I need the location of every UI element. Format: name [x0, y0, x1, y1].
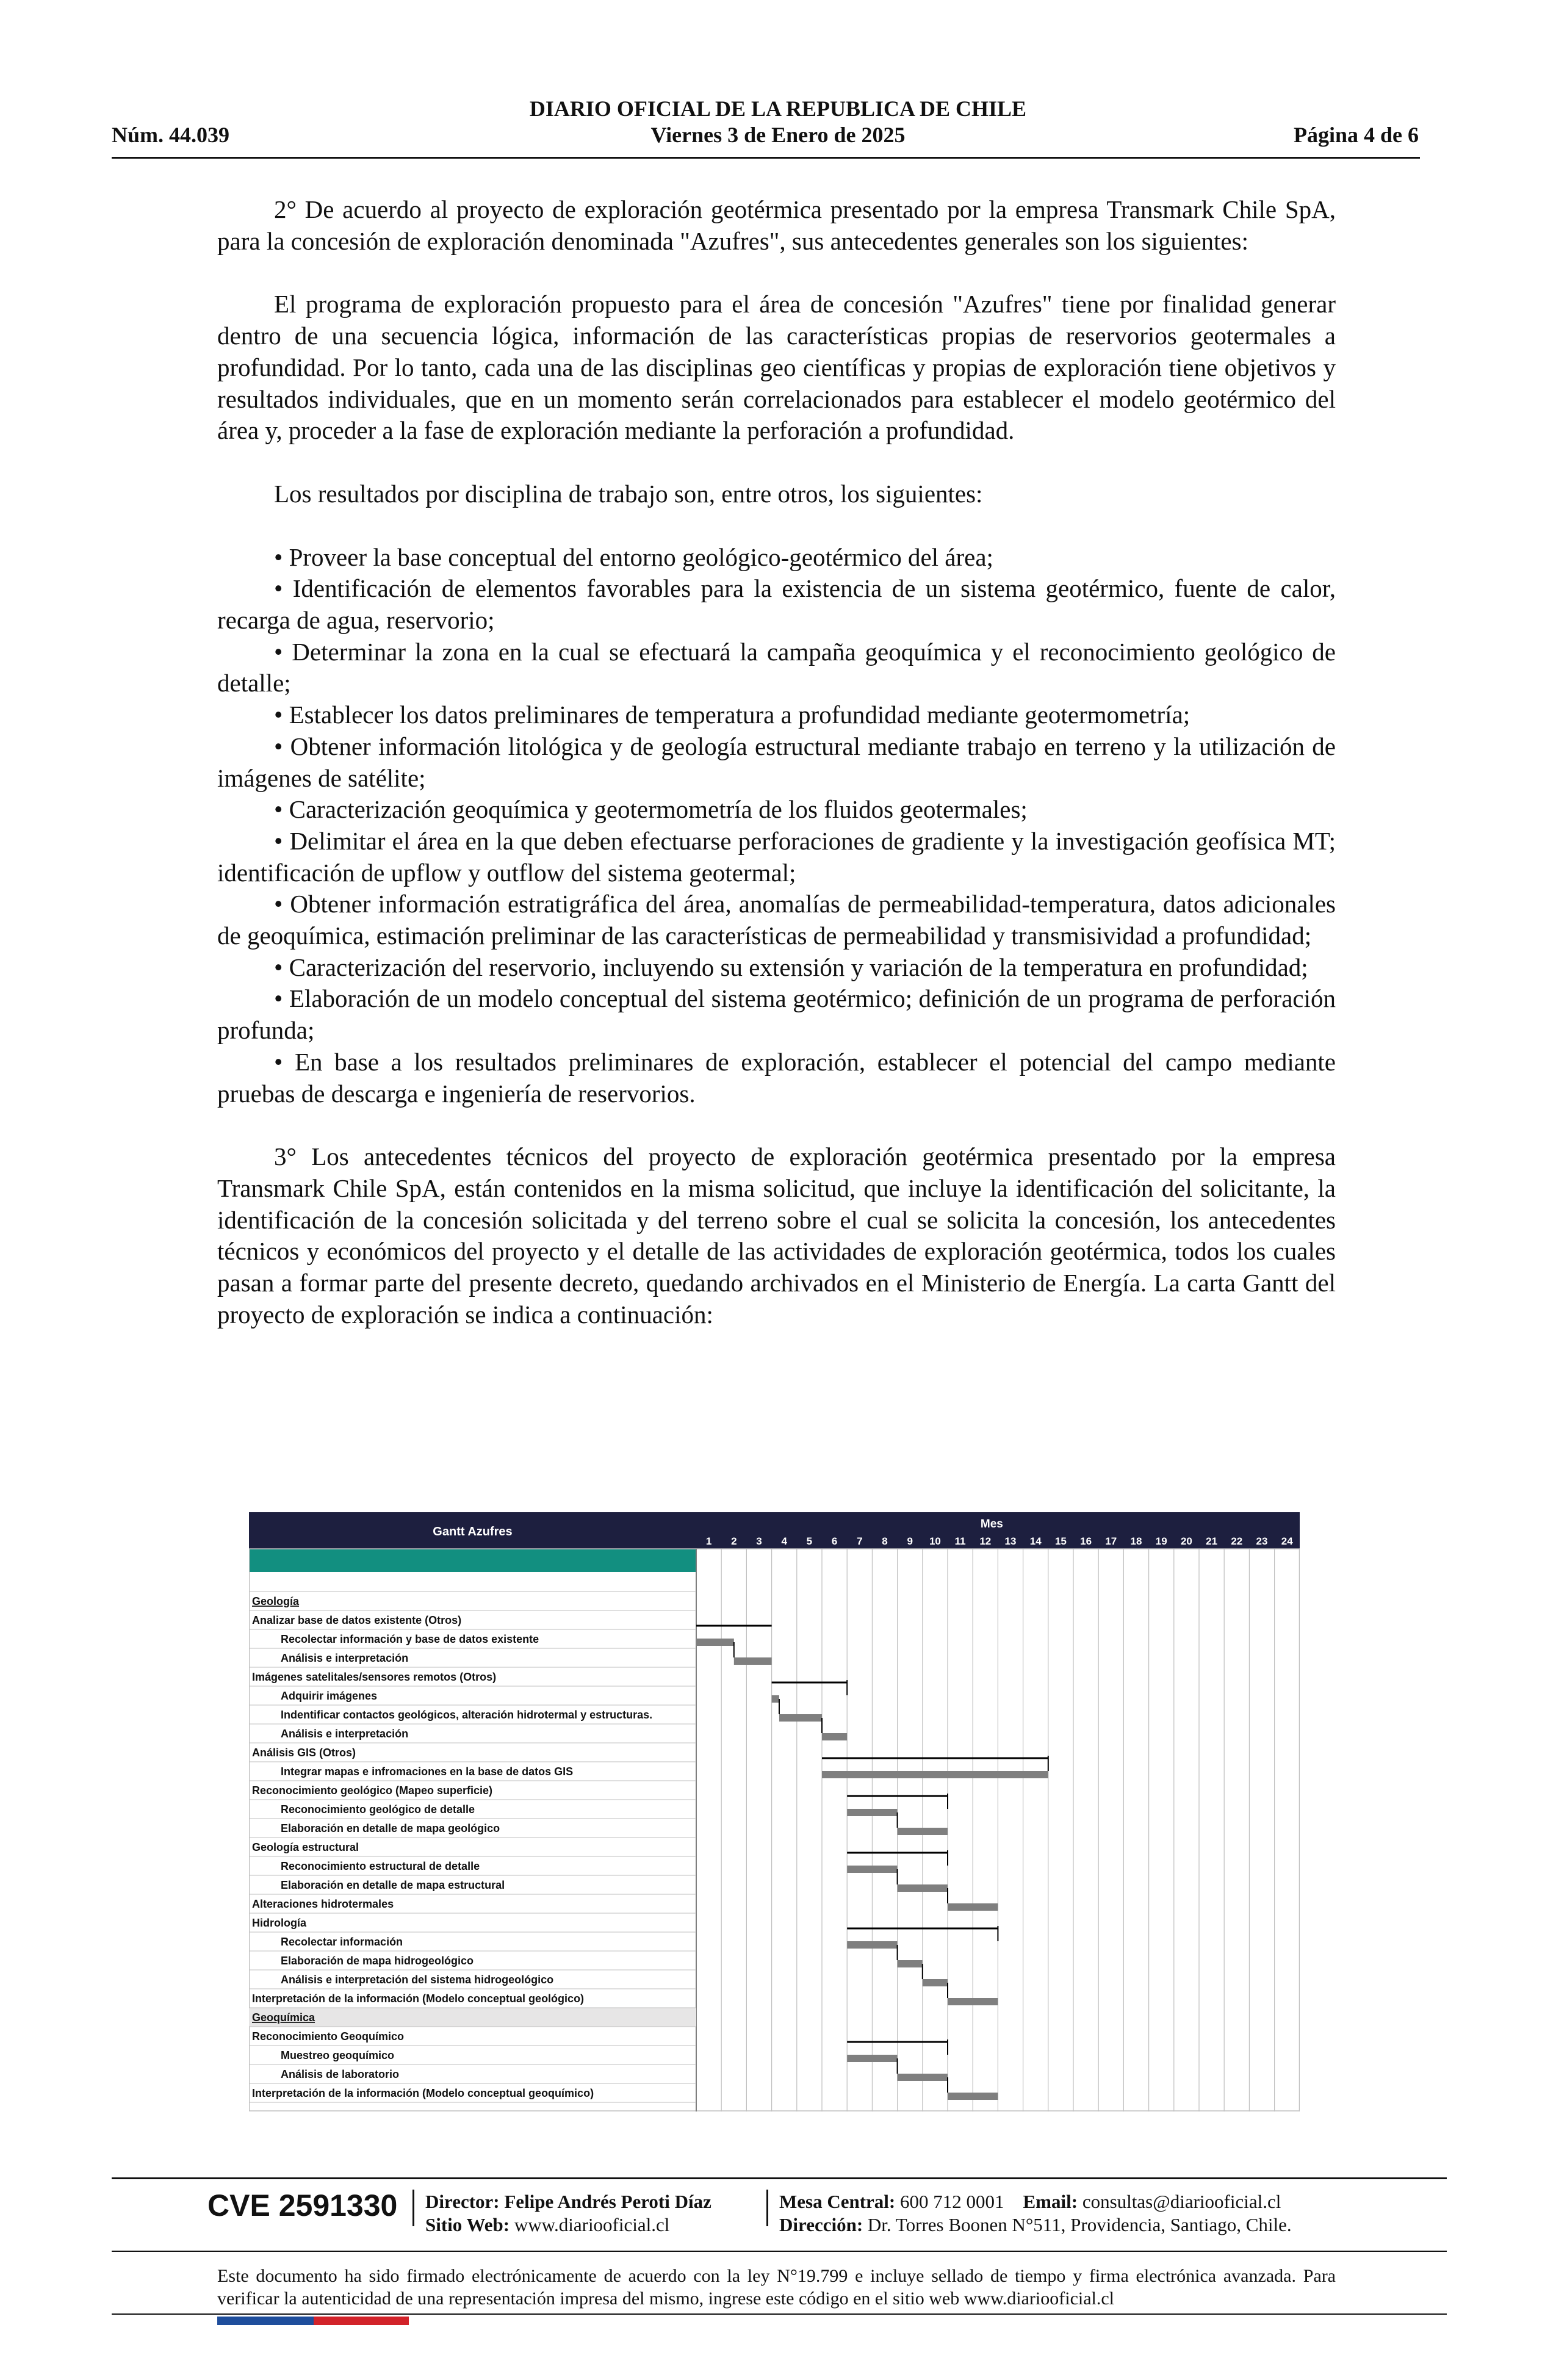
gantt-row-label: Interpretación de la información (Modelo conceptual geológico) [252, 1992, 585, 2005]
gantt-task-bar [779, 1714, 822, 1722]
signature-note: Este documento ha sido firmado electrónicamente de acuerdo con la ley N°19.799 e incluye sellado de tiempo y firma electrónica avanzada. Para verificar la autenticidad de una representación impresa del mismo, ingrese este código en el sitio web www.diariooficial.cl [217, 2266, 1336, 2309]
gantt-task-bar [734, 1657, 772, 1665]
bullet-item: • En base a los resultados preliminares de exploración, establecer el potencial del campo mediante pruebas de descarga e ingeniería de reservorios. [217, 1047, 1336, 1108]
gantt-row-label: Hidrología [252, 1917, 306, 1929]
bullet-item: • Establecer los datos preliminares de temperatura a profundidad mediante geotermometría; [274, 701, 1190, 729]
gantt-row-label: Geología estructural [252, 1841, 359, 1853]
gantt-task-bar [898, 1960, 923, 1967]
gantt-month-tick: 1 [705, 1535, 712, 1547]
paragraph-program: El programa de exploración propuesto para el área de concesión "Azufres" tiene por finalidad generar dentro de una secuencia lógica, información de las características propias de reservorios geotermales a profundidad. Por lo tanto, cada una de las disciplinas geo científicas y propias de exploración tiene objetivos y resultados individuales, que en un momento serán correlacionados para establecer el modelo geotérmico del área y, proceder a la fase de exploración mediante la perforación a profundidad. [217, 290, 1336, 445]
paragraph-results-intro: Los resultados por disciplina de trabajo son, entre otros, los siguientes: [274, 479, 983, 508]
issue-number: Núm. 44.039 [112, 123, 230, 147]
gantt-task-bar [923, 1979, 948, 1986]
gantt-row-label: Recolectar información [281, 1936, 403, 1948]
bullet-item: • Determinar la zona en la cual se efectuará la campaña geoquímica y el reconocimiento geológico de detalle; [217, 637, 1336, 698]
header-divider [112, 157, 1420, 159]
address-value: Dr. Torres Boonen N°511, Providencia, Santiago, Chile. [867, 2214, 1292, 2235]
gantt-month-tick: 16 [1080, 1535, 1092, 1547]
desk-phone: 600 712 0001 [900, 2191, 1004, 2212]
stripe-red [314, 2317, 409, 2325]
gantt-header-band [249, 1512, 1300, 1549]
footer-divider-top [112, 2177, 1447, 2179]
gantt-task-bar [822, 1733, 847, 1740]
page-indicator: Página 4 de 6 [1293, 123, 1419, 147]
gantt-month-tick: 10 [929, 1535, 941, 1547]
gantt-section-band [249, 2008, 696, 2027]
gantt-row-label: Análisis GIS (Otros) [252, 1747, 356, 1759]
gantt-task-bar [948, 1903, 998, 1911]
gantt-task-bar [822, 1771, 1048, 1778]
bullet-item: • Caracterización del reservorio, incluyendo su extensión y variación de la temperatura en profundidad; [274, 953, 1308, 981]
gantt-month-tick: 7 [857, 1535, 863, 1547]
gantt-row-label: Interpretación de la información (Modelo conceptual geoquímico) [252, 2087, 594, 2099]
gantt-month-tick: 3 [756, 1535, 762, 1547]
footer-separator [766, 2190, 768, 2226]
gantt-chart [249, 1512, 1300, 2111]
gantt-row-label: Elaboración de mapa hidrogeológico [281, 1955, 474, 1967]
gantt-month-tick: 12 [979, 1535, 992, 1547]
email-link[interactable]: consultas@diariooficial.cl [1082, 2191, 1281, 2212]
gantt-row-label: Imágenes satelitales/sensores remotos (Otros) [252, 1671, 497, 1683]
gantt-row-label: Adquirir imágenes [281, 1690, 378, 1702]
stripe-blue [217, 2317, 314, 2325]
gantt-row-label: Indentificar contactos geológicos, alteración hidrotermal y estructuras. [281, 1709, 653, 1721]
bullet-item: • Proveer la base conceptual del entorno geológico-geotérmico del área; [274, 543, 993, 571]
director-line: Director: Felipe Andrés Peroti Díaz [425, 2191, 711, 2212]
gantt-task-bar [898, 1884, 948, 1892]
gantt-row-label: Reconocimiento geológico de detalle [281, 1803, 475, 1816]
gantt-month-tick: 18 [1130, 1535, 1142, 1547]
paragraph-2: 2° De acuerdo al proyecto de exploración geotérmica presentado por la empresa Transmark Chile SpA, para la concesión de exploración denominada "Azufres", sus antecedentes generales son los siguientes: [217, 195, 1336, 255]
gantt-month-tick: 20 [1180, 1535, 1192, 1547]
paragraph-3: 3° Los antecedentes técnicos del proyecto de exploración geotérmica presentado por la empresa Transmark Chile SpA, están contenidos en la misma solicitud, que incluye la identificación del solicitante, la identificación de la concesión solicitada y del terreno sobre el cual se solicita la concesión, los antecedentes técnicos y económicos del proyecto y el detalle de las actividades de exploración geotérmica, todos los cuales pasan a formar parte del presente decreto, quedando archivados en el Ministerio de Energía. La carta Gantt del proyecto de exploración se indica a continuación: [217, 1142, 1336, 1329]
gantt-row-label: Integrar mapas e infromaciones en la base de datos GIS [281, 1765, 574, 1778]
gantt-month-tick: 4 [781, 1535, 787, 1547]
bullet-item: • Obtener información estratigráfica del área, anomalías de permeabilidad-temperatura, datos adicionales de geoquímica, estimación preliminar de las características de permeabilidad y transmisividad a profundidad; [217, 890, 1336, 950]
gantt-row-label: Elaboración en detalle de mapa geológico [281, 1822, 500, 1834]
document-body [217, 194, 1336, 1331]
gantt-month-tick: 15 [1054, 1535, 1067, 1547]
gantt-row-label: Analizar base de datos existente (Otros) [252, 1614, 462, 1626]
bullet-item: • Elaboración de un modelo conceptual del sistema geotérmico; definición de un programa de perforación profunda; [217, 984, 1336, 1045]
gantt-row-label: Análisis e interpretación [281, 1652, 409, 1664]
gantt-month-tick: 17 [1105, 1535, 1117, 1547]
gantt-task-bar [696, 1639, 734, 1646]
gantt-row-label: Reconocimiento Geoquímico [252, 2030, 405, 2043]
contact-line: Mesa Central: 600 712 0001 Email: consultas@diariooficial.cl [779, 2191, 1281, 2212]
gantt-month-tick: 8 [882, 1535, 888, 1547]
footer-divider-mid [112, 2251, 1447, 2252]
gantt-month-tick: 9 [907, 1535, 913, 1547]
gantt-task-bar [847, 1866, 897, 1873]
gantt-row-label: Reconocimiento geológico (Mapeo superficie) [252, 1784, 493, 1797]
gantt-row-label: Análisis e interpretación del sistema hidrogeológico [281, 1974, 554, 1986]
gantt-month-tick: 21 [1206, 1535, 1218, 1547]
gantt-month-tick: 14 [1029, 1535, 1042, 1547]
bullet-item: • Identificación de elementos favorables para la existencia de un sistema geotérmico, fuente de calor, recarga de agua, reservorio; [217, 574, 1336, 635]
website-line: Sitio Web: www.diariooficial.cl [425, 2214, 670, 2235]
gantt-month-tick: 2 [731, 1535, 737, 1547]
results-bullet-list [217, 542, 1336, 1110]
gantt-task-bar [847, 2055, 897, 2062]
gantt-task-bar [898, 1828, 948, 1835]
gantt-row-label: Reconocimiento estructural de detalle [281, 1860, 480, 1872]
gantt-title: Gantt Azufres [433, 1525, 513, 1538]
gantt-month-tick: 5 [806, 1535, 813, 1547]
gantt-month-tick: 6 [831, 1535, 838, 1547]
address-line: Dirección: Dr. Torres Boonen N°511, Providencia, Santiago, Chile. [779, 2214, 1292, 2235]
gantt-row-label: Muestreo geoquímico [281, 2049, 395, 2061]
gantt-row-label: Análisis e interpretación [281, 1728, 409, 1740]
gantt-month-tick: 13 [1004, 1535, 1017, 1547]
footer-divider-bottom [112, 2313, 1447, 2315]
bullet-item: • Delimitar el área en la que deben efectuarse perforaciones de gradiente y la investigación geofísica MT; identificación de upflow y outflow del sistema geotermal; [217, 826, 1336, 887]
gantt-task-bar [847, 1809, 897, 1816]
footer-separator [412, 2190, 414, 2226]
gantt-month-tick: 19 [1155, 1535, 1167, 1547]
gantt-row-label: Análisis de laboratorio [281, 2068, 400, 2080]
website-link[interactable]: www.diariooficial.cl [514, 2214, 670, 2235]
gantt-row-label: Recolectar información y base de datos existente [281, 1633, 539, 1645]
bullet-item: • Caracterización geoquímica y geotermometría de los fluidos geotermales; [274, 795, 1028, 824]
gantt-month-tick: 22 [1231, 1535, 1243, 1547]
gantt-row-label: Alteraciones hidrotermales [252, 1898, 394, 1910]
gantt-month-tick: 11 [954, 1535, 966, 1547]
gantt-month-tick: 24 [1281, 1535, 1293, 1547]
gantt-row-label: Geología [252, 1595, 300, 1607]
gantt-task-bar [948, 2093, 998, 2100]
gantt-month-label: Mes [980, 1518, 1003, 1531]
gantt-task-bar [948, 1998, 998, 2005]
gantt-row-label: Geoquímica [252, 2011, 315, 2024]
gantt-task-bar [898, 2074, 948, 2081]
gantt-month-tick: 23 [1256, 1535, 1268, 1547]
bullet-item: • Obtener información litológica y de geología estructural mediante trabajo en terreno y la utilización de imágenes de satélite; [217, 732, 1336, 792]
issue-date: Viernes 3 de Enero de 2025 [650, 123, 906, 147]
gantt-row-label: Elaboración en detalle de mapa estructural [281, 1879, 505, 1891]
cve-code: CVE 2591330 [207, 2188, 398, 2223]
gantt-task-bar [772, 1695, 779, 1703]
gantt-task-bar [847, 1941, 897, 1949]
gantt-teal-band [249, 1549, 696, 1572]
director-name: Felipe Andrés Peroti Díaz [504, 2191, 711, 2212]
publication-title: DIARIO OFICIAL DE LA REPUBLICA DE CHILE [529, 96, 1027, 121]
